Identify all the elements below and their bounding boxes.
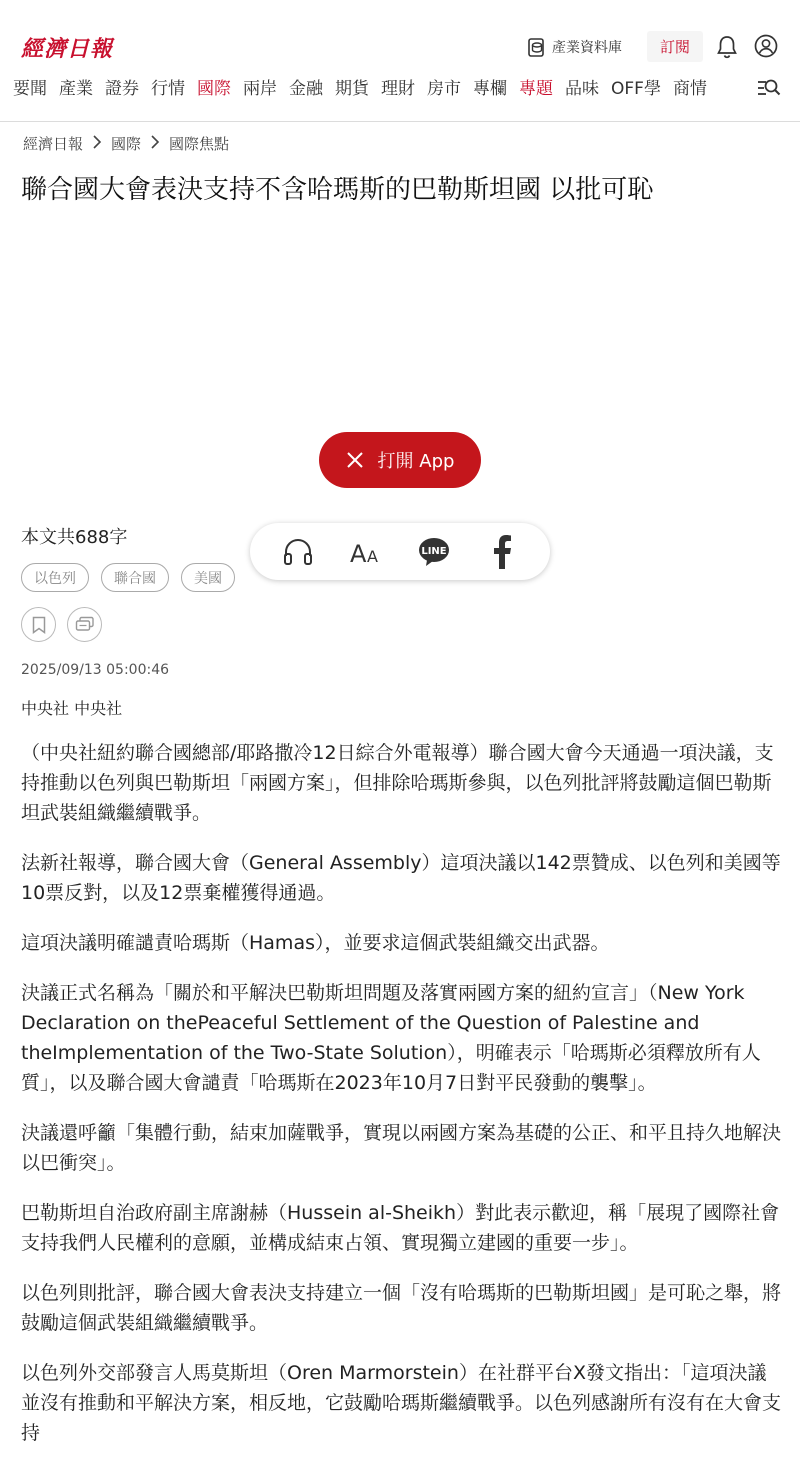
subscribe-button[interactable]: 訂閱 <box>647 31 703 62</box>
word-count: 本文共688字 <box>21 527 128 548</box>
paragraph: 法新社報導，聯合國大會（General Assembly）這項決議以142票贊成、以色列和美國等10票反對，以及12票棄權獲得通過。 <box>21 852 781 904</box>
nav-item[interactable]: 產業 <box>59 79 93 99</box>
search-icon[interactable] <box>757 77 781 99</box>
paragraph: 決議還呼籲「集體行動，結束加薩戰爭，實現以兩國方案為基礎的公正、和平且持久地解決以巴衝突」。 <box>21 1122 782 1174</box>
paragraph: （中央社紐約聯合國總部/耶路撒冷12日綜合外電報導）聯合國大會今天通過一項決議，支持推動以色列與巴勒斯坦「兩國方案」，但排除哈瑪斯參與，以色列批評將鼓勵這個巴勒斯坦武裝組織繼續戰爭。 <box>21 742 774 824</box>
nav-item[interactable]: 國際 <box>197 79 231 99</box>
nav-item[interactable]: 商情 <box>672 79 707 99</box>
author: 中央社 中央社 <box>21 699 123 718</box>
article-title: 聯合國大會表決支持不含哈瑪斯的巴勒斯坦國 以批可恥 <box>21 175 654 205</box>
facebook-icon <box>492 535 512 569</box>
nav-item[interactable]: 證券 <box>105 79 139 99</box>
breadcrumb-international[interactable]: 國際 <box>111 135 142 153</box>
paragraph: 巴勒斯坦自治政府副主席謝赫（Hussein al-Sheikh）對此表示歡迎，稱「展現了國際社會支持我們人民權利的意願，並構成結束占領、實現獨立建國的重要一步」。 <box>21 1202 780 1254</box>
line-icon <box>418 537 450 567</box>
nav-item[interactable]: 期貨 <box>335 79 369 99</box>
comment-icon <box>75 616 95 634</box>
chevron-right-icon <box>141 134 169 154</box>
svg-text:LINE: LINE <box>421 545 447 557</box>
open-app-label: 打開 App <box>377 451 455 472</box>
tag-list <box>21 563 235 592</box>
open-app-button[interactable] <box>319 432 481 488</box>
tag-united-nations[interactable]: 聯合國 <box>101 563 169 592</box>
article-body <box>21 738 781 1468</box>
industry-database-link[interactable] <box>527 34 622 60</box>
nav-item[interactable]: 兩岸 <box>243 79 277 99</box>
bell-icon[interactable] <box>716 35 738 59</box>
headphones-icon <box>282 536 314 568</box>
tag-israel[interactable]: 以色列 <box>21 563 89 592</box>
share-facebook-button[interactable] <box>482 532 522 572</box>
font-size-icon <box>349 537 383 567</box>
comment-button[interactable] <box>67 607 102 642</box>
svg-text:A: A <box>350 539 367 568</box>
paragraph: 決議正式名稱為「關於和平解決巴勒斯坦問題及落實兩國方案的紐約宣言」（New York Declaration on thePeaceful Settlement of the Question of Palestine and theImplementation of the Two-State Solution），明確表示「哈瑪斯必須釋放所有人質」，以及聯合國大會譴責「哈瑪斯在2023年10月7日對平民發動的襲擊」。 <box>21 982 761 1094</box>
bookmark-button[interactable] <box>21 607 56 642</box>
nav-item[interactable]: 金融 <box>289 79 323 99</box>
chevron-right-icon <box>83 134 111 154</box>
paragraph: 這項決議明確譴責哈瑪斯（Hamas），並要求這個武裝組織交出武器。 <box>21 932 610 954</box>
nav-item[interactable]: 專欄 <box>473 79 507 99</box>
breadcrumb-home[interactable]: 經濟日報 <box>23 135 84 153</box>
share-line-button[interactable] <box>414 532 454 572</box>
svg-text:A: A <box>367 546 378 566</box>
breadcrumb <box>23 133 229 154</box>
listen-button[interactable] <box>278 532 318 572</box>
database-icon <box>527 36 547 58</box>
bookmark-icon <box>32 616 46 634</box>
close-icon[interactable] <box>346 451 364 469</box>
nav-item[interactable]: 房市 <box>427 79 461 99</box>
nav-item[interactable]: 理財 <box>381 79 415 99</box>
breadcrumb-international-focus[interactable]: 國際焦點 <box>169 135 230 153</box>
nav-item[interactable]: 專題 <box>519 79 553 99</box>
user-icon[interactable] <box>754 34 778 58</box>
main-nav <box>0 74 740 104</box>
site-header <box>0 0 800 122</box>
paragraph: 以色列則批評，聯合國大會表決支持建立一個「沒有哈瑪斯的巴勒斯坦國」是可恥之舉，將鼓勵這個武裝組織繼續戰爭。 <box>21 1282 782 1334</box>
nav-item[interactable]: 要聞 <box>13 79 47 99</box>
nav-item[interactable]: 品味 <box>565 79 599 99</box>
industry-database-label: 產業資料庫 <box>552 40 622 56</box>
font-size-button[interactable] <box>346 532 386 572</box>
paragraph: 以色列外交部發言人馬莫斯坦（Oren Marmorstein）在社群平台X發文指出：「這項決議並沒有推動和平解決方案，相反地，它鼓勵哈瑪斯繼續戰爭。以色列感謝所有沒有在大會支持 <box>21 1362 782 1444</box>
nav-item[interactable]: OFF學 <box>611 79 661 99</box>
site-logo[interactable]: 經濟日報 <box>21 36 114 62</box>
tag-usa[interactable]: 美國 <box>181 563 235 592</box>
share-toolbar <box>250 523 550 580</box>
publish-date: 2025/09/13 05:00:46 <box>21 662 170 678</box>
nav-item[interactable]: 行情 <box>151 79 185 99</box>
article-actions <box>21 607 102 642</box>
